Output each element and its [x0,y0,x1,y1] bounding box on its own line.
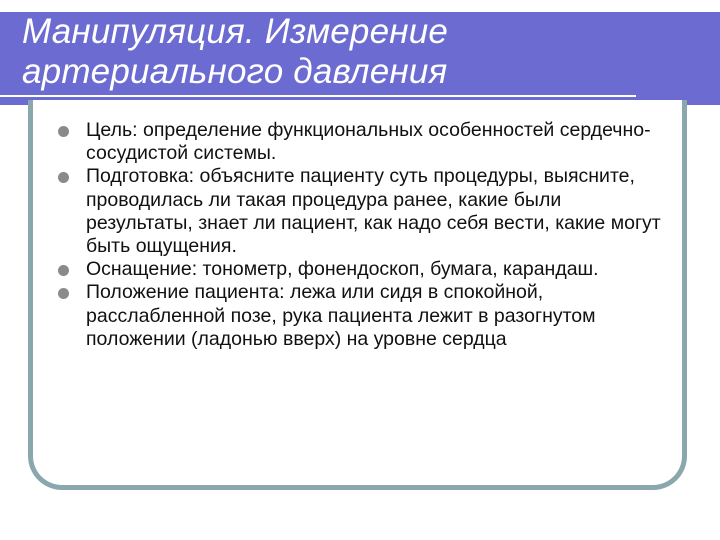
bullet-item-equipment [60,258,670,281]
slide-title-line-2: артериального давления [22,52,448,91]
bullet-item-preparation [60,165,670,258]
slide-title [22,12,448,92]
bullet-text-goal: Цель: определение функциональных особенностей сердечно-сосудистой системы. [86,119,651,165]
bullet-text-equipment: Оснащение: тонометр, фонендоскоп, бумага, карандаш. [86,258,599,281]
bullet-dot-icon [58,288,69,299]
bullet-item-goal [60,119,670,165]
bullet-list [60,119,670,351]
slide-title-line-1: Манипуляция. Измерение [22,12,449,51]
bullet-text-patient-position: Положение пациента: лежа или сидя в спокойной, расслабленной позе, рука пациента лежит в разогнутом положении (ладонью вверх) на уровне сердца [86,281,596,350]
bullet-dot-icon [58,126,69,137]
bullet-dot-icon [58,265,69,276]
bullet-item-patient-position [60,281,670,351]
title-underline [0,95,636,97]
title-band-cap [702,12,720,105]
bullet-text-preparation: Подготовка: объясните пациенту суть процедуры, выясните, проводилась ли такая процедура ранее, какие были результаты, знает ли пациент, как надо себя вести, какие могут быть ощущения. [86,165,661,258]
bullet-dot-icon [58,172,69,183]
